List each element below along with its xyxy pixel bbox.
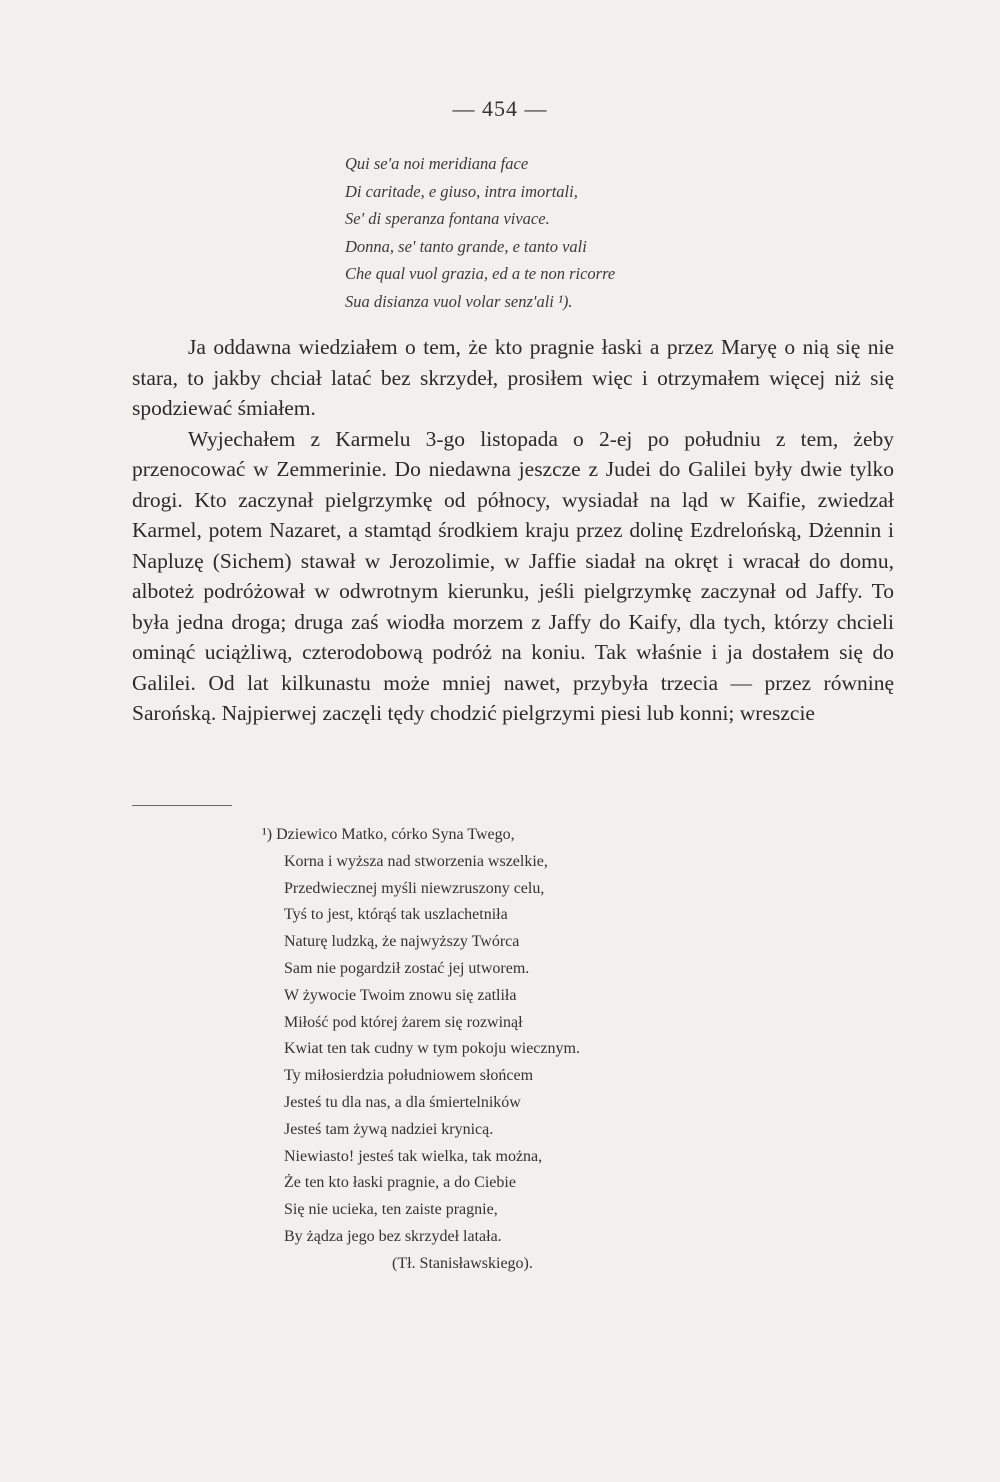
footnote-line: Ty miłosierdzia południowem słońcem	[284, 1067, 534, 1085]
paragraph: Wyjechałem z Karmelu 3-go listopada o 2-ej po południu z tem, żeby przenocować w Zemmerinie. Do niedawna jeszcze z Judei do Galilei były dwie tylko drogi. Kto zaczynał pielgrzymkę od północy, wysiadał na ląd w Kaifie, zwiedzał Karmel, potem Nazaret, a stamtąd środkiem kraju przez dolinę Ezdrelońską, Dżennin i Napluzę (Sichem) stawał w Jerozolimie, w Jaffie siadał na okręt i wracał do domu, alboteż podróżował w odwrotnym kierunku, jeśli pielgrzymkę zaczynał od Jaffy. To była jedna droga; druga zaś wiodła morzem z Jaffy do Kaify, dla tych, którzy chcieli ominąć uciążliwą, czterodobową podróż na koniu. Tak właśnie i ja dostałem się do Galilei. Od lat kilkunastu może mniej nawet, przybyła trzecia — przez równinę Sarońską. Najpierwej zaczęli tędy chodzić pielgrzymi piesi lub konni; wreszcie	[132, 426, 894, 725]
footnote	[262, 822, 762, 1278]
verse-line: Donna, se' tanto grande, e tanto vali	[345, 236, 587, 256]
italian-verse	[345, 150, 765, 315]
paragraph: Ja oddawna wiedziałem o tem, że kto pragnie łaski a przez Maryę o nią się nie stara, to jakby chciał latać bez skrzydeł, prosiłem więc i otrzymałem więcej niż się spodziewać śmiałem.	[132, 335, 894, 420]
footnote-line: Tyś to jest, którąś tak uszlachetniła	[284, 906, 508, 924]
verse-line: Di caritade, e giuso, intra imortali,	[345, 181, 578, 201]
footnote-line: Naturę ludzką, że najwyższy Twórca	[284, 933, 520, 951]
footnote-line: ¹) Dziewico Matko, córko Syna Twego,	[262, 826, 515, 843]
body-text	[132, 332, 894, 729]
footnote-line: W żywocie Twoim znowu się zatliła	[284, 986, 517, 1004]
footnote-line: Miłość pod której żarem się rozwinął	[284, 1013, 523, 1031]
footnote-line: Jesteś tam żywą nadziei krynicą.	[284, 1120, 494, 1138]
footnote-line: By żądza jego bez skrzydeł latała.	[284, 1227, 502, 1245]
footnote-line: Niewiasto! jesteś tak wielka, tak można,	[284, 1147, 543, 1165]
footnote-line: Przedwiecznej myśli niewzruszony celu,	[284, 879, 545, 897]
footnote-line: Że ten kto łaski pragnie, a do Ciebie	[284, 1174, 516, 1192]
footnote-line: Się nie ucieka, ten zaiste pragnie,	[284, 1201, 498, 1219]
verse-line: Qui se'a noi meridiana face	[345, 154, 529, 173]
footnote-line: Kwiat ten tak cudny w tym pokoju wiecznym.	[284, 1040, 580, 1058]
footnote-attribution: (Tł. Stanisławskiego).	[392, 1254, 533, 1272]
verse-line: Che qual vuol grazia, ed a te non ricorre	[345, 264, 616, 283]
verse-line: Sua disianza vuol volar senz'ali ¹).	[345, 291, 573, 311]
verse-line: Se' di speranza fontana vivace.	[345, 209, 550, 228]
footnote-rule	[132, 805, 232, 806]
page-number: — 454 —	[452, 96, 548, 121]
footnote-line: Jesteś tu dla nas, a dla śmiertelników	[284, 1093, 521, 1111]
footnote-line: Sam nie pogardził zostać jej utworem.	[284, 959, 530, 977]
footnote-line: Korna i wyższa nad stworzenia wszelkie,	[284, 852, 548, 870]
